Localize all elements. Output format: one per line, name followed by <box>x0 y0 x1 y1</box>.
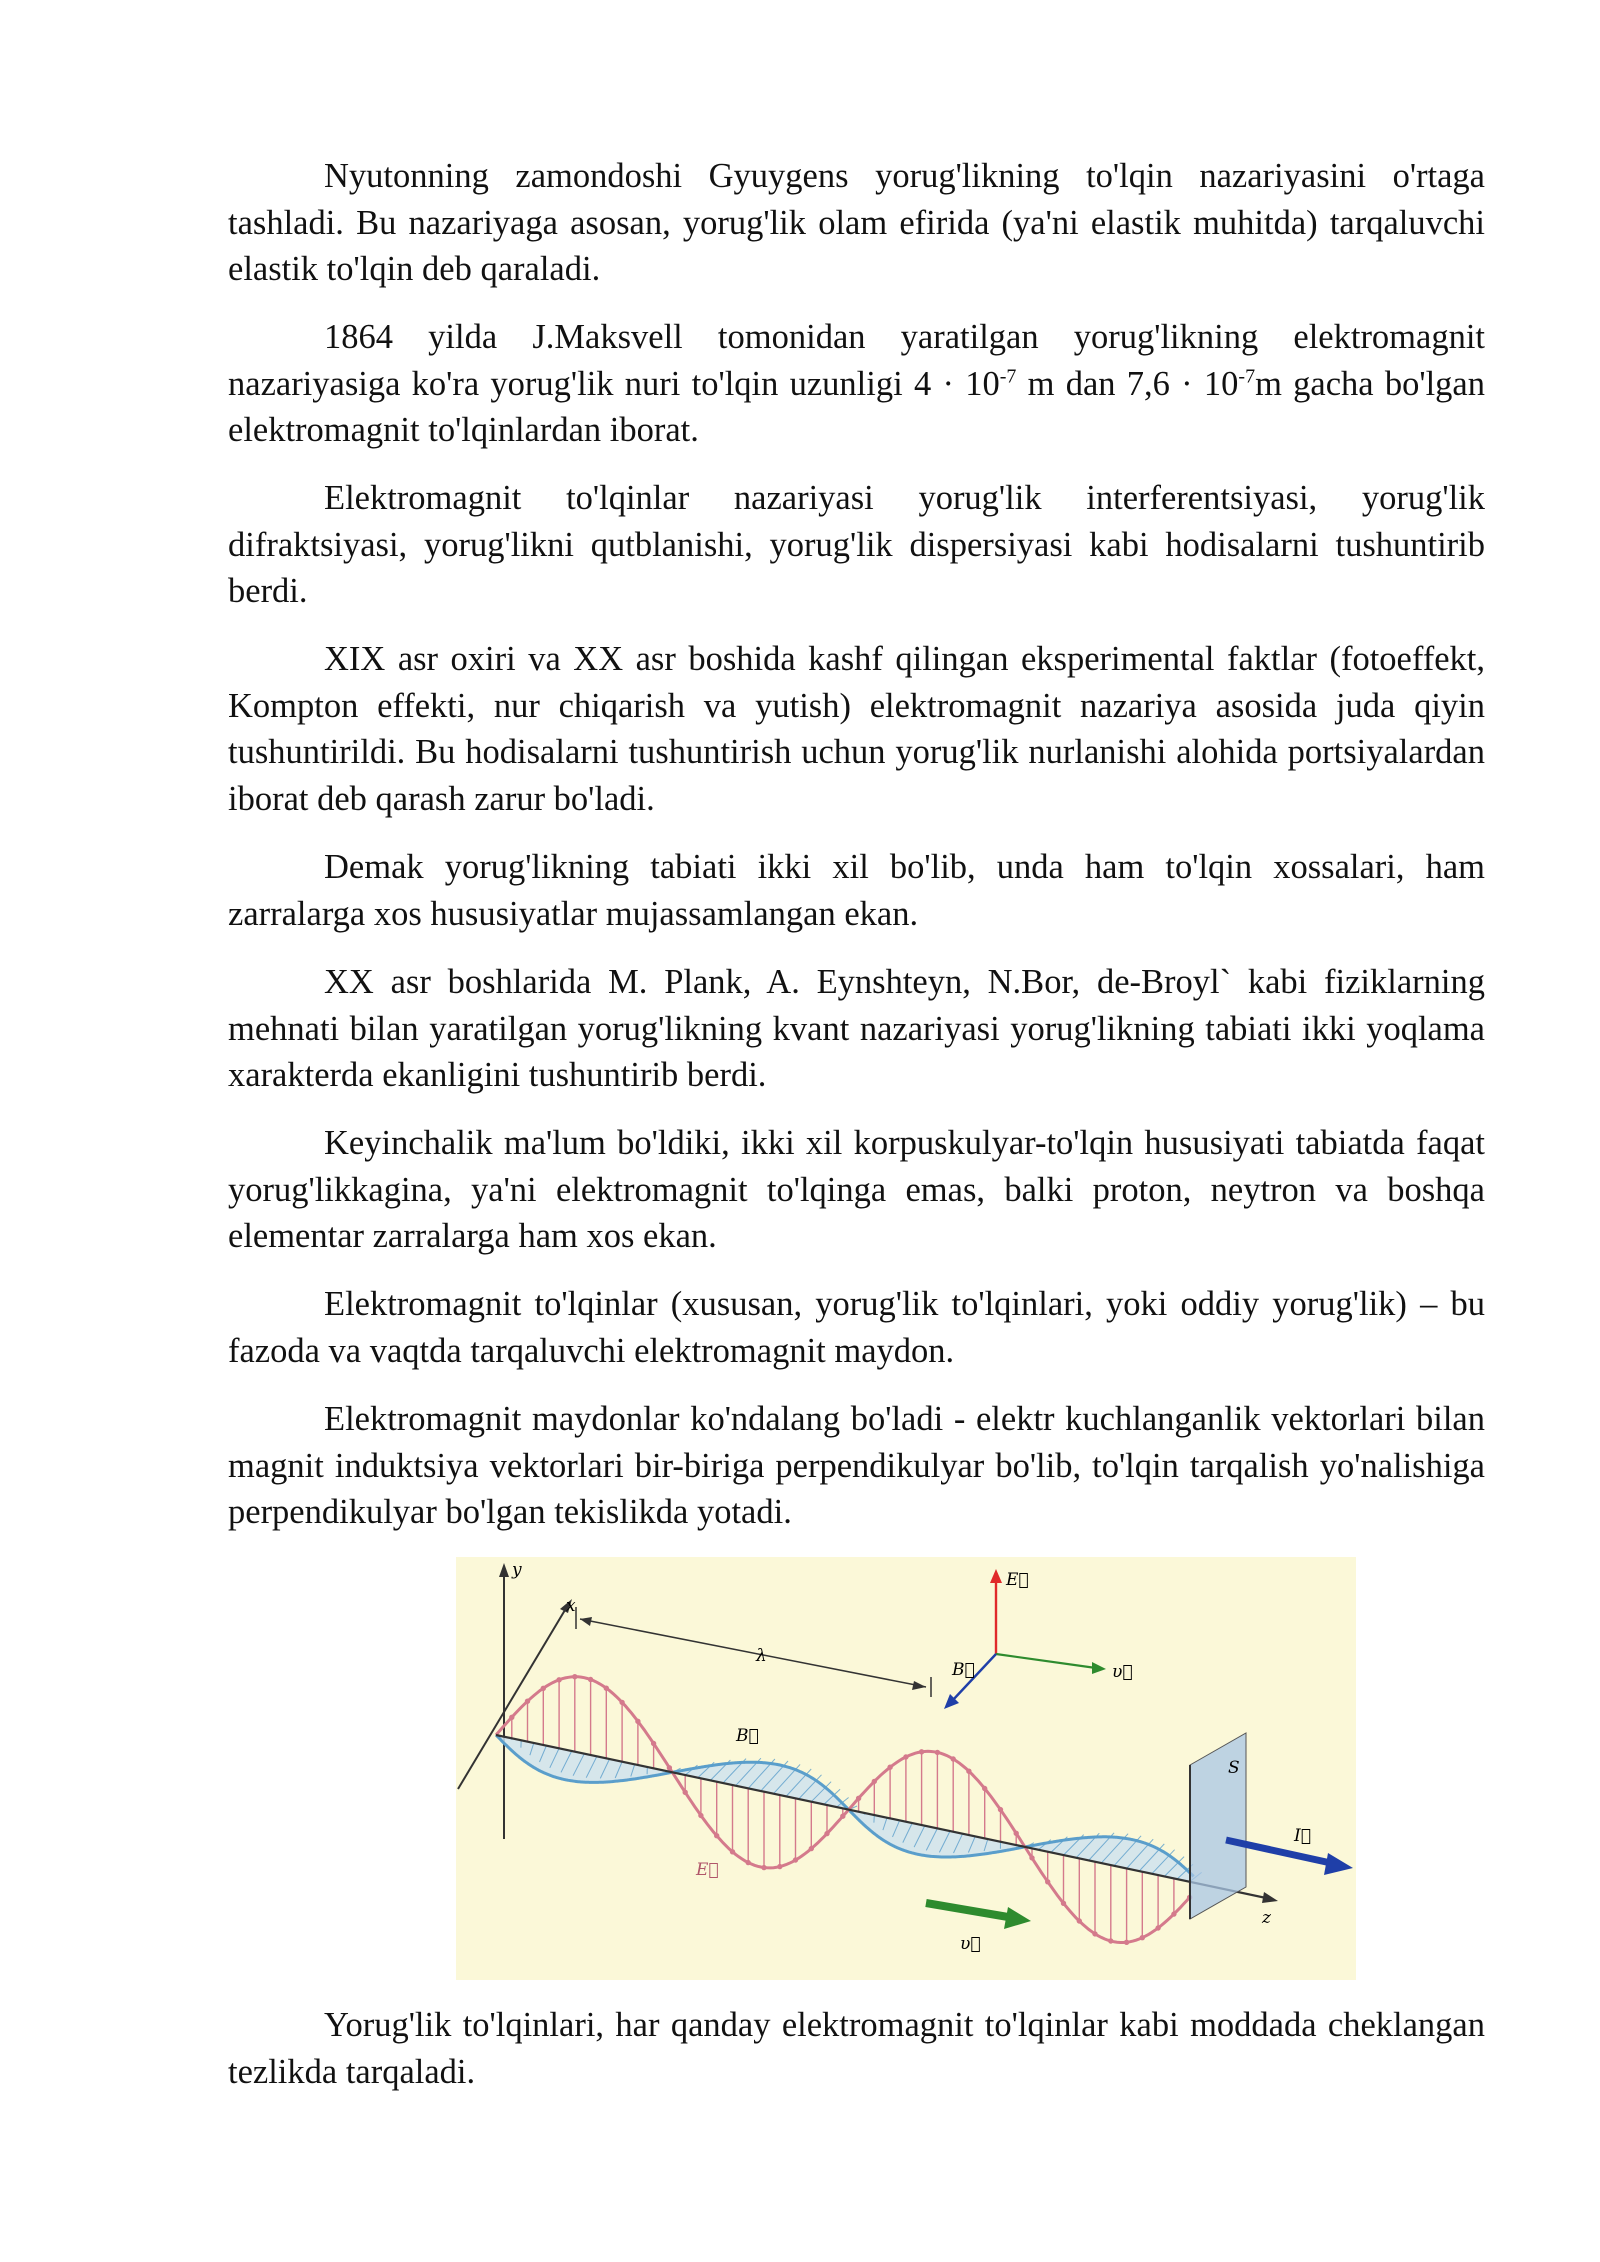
paragraph-3: Elektromagnit to'lqinlar nazariyasi yorug'lik interferentsiyasi, yorug'lik difraktsiyasi, yorug'likni qutblanishi, yorug'lik dispersiyasi kabi hodisalarni tushuntirib berdi. <box>228 479 1485 610</box>
wavelength-label: λ <box>756 1646 767 1666</box>
triad-b-label: B⃗ <box>952 1660 975 1680</box>
paragraph-2-part-1: 1864 yilda J.Maksvell tomonidan yaratilgan yorug'likning elektromagnit nazariyasiga ko'ra yorug'lik nuri to'lqin uzunligi 4 · 10 <box>228 318 1485 403</box>
paragraph-4: XIX asr oxiri va XX asr boshida kashf qilingan eksperimental faktlar (fotoeffekt, Kompton effekti, nur chiqarish va yutish) elektromagnit nazariya asosida juda qiyin tushuntirildi. Bu hodisalarni tushuntirish uchun yorug'lik nurlanishi alohida portsiyalardan iborat deb qarash zarur bo'ladi. <box>228 640 1485 818</box>
paragraph-1: Nyutonning zamondoshi Gyuygens yorug'likning to'lqin nazariyasini o'rtaga tashladi. Bu nazariyaga asosan, yorug'lik olam efirida (ya'ni elastik muhitda) tarqaluvchi elastik to'lqin deb qaraladi. <box>228 157 1485 288</box>
em-wave-figure <box>456 1557 1356 1980</box>
electric-field-label: E⃗ <box>696 1860 719 1880</box>
magnetic-field-label: B⃗ <box>736 1726 759 1746</box>
paragraph-10: Yorug'lik to'lqinlari, har qanday elektromagnit to'lqinlar kabi moddada cheklangan tezlikda tarqaladi. <box>228 2006 1485 2091</box>
z-axis-label: z <box>1262 1908 1271 1928</box>
paragraph-2 <box>228 314 1485 454</box>
y-axis-label: y <box>512 1560 522 1580</box>
paragraph-7: Keyinchalik ma'lum bo'ldiki, ikki xil korpuskulyar-to'lqin hususiyati tabiatda faqat yorug'likkagina, ya'ni elektromagnit to'lqinga emas, balki proton, neytron va boshqa elementar zarralarga ham xos ekan. <box>228 1124 1485 1255</box>
triad-e-label: E⃗ <box>1006 1570 1029 1590</box>
paragraph-9: Elektromagnit maydonlar ko'ndalang bo'ladi - elektr kuchlanganlik vektorlari bilan magnit induktsiya vektorlari bir-biriga perpendikulyar bo'lib, to'lqin tarqalish yo'nalishiga perpendikulyar bo'lgan tekislikda yotadi. <box>228 1400 1485 1531</box>
paragraph-2-part-2: m dan 7,6 · 10 <box>1016 364 1239 403</box>
velocity-label: υ⃗ <box>960 1934 981 1954</box>
exponent-1: -7 <box>999 365 1017 387</box>
x-axis-label: x <box>566 1596 576 1616</box>
plane-s-label: S <box>1228 1758 1240 1778</box>
intensity-label: I⃗ <box>1294 1826 1311 1846</box>
paragraph-2-part-3: m gacha bo'lgan elektromagnit to'lqinlardan iborat. <box>228 364 1485 449</box>
paragraph-6: XX asr boshlarida M. Plank, A. Eynshteyn, N.Bor, de-Broyl` kabi fiziklarning mehnati bilan yaratilgan yorug'likning kvant nazariyasi yorug'likning tabiati ikki yoqlama xarakterda ekanligini tushuntirib berdi. <box>228 963 1485 1094</box>
em-wave-svg <box>456 1557 1356 1980</box>
triad-v-label: υ⃗ <box>1112 1662 1133 1682</box>
paragraph-5: Demak yorug'likning tabiati ikki xil bo'lib, unda ham to'lqin xossalari, ham zarralarga xos hususiyatlar mujassamlangan ekan. <box>228 848 1485 933</box>
paragraph-8: Elektromagnit to'lqinlar (xususan, yorug'lik to'lqinlari, yoki oddiy yorug'lik) – bu fazoda va vaqtda tarqaluvchi elektromagnit maydon. <box>228 1285 1485 1370</box>
exponent-2: -7 <box>1238 365 1256 387</box>
